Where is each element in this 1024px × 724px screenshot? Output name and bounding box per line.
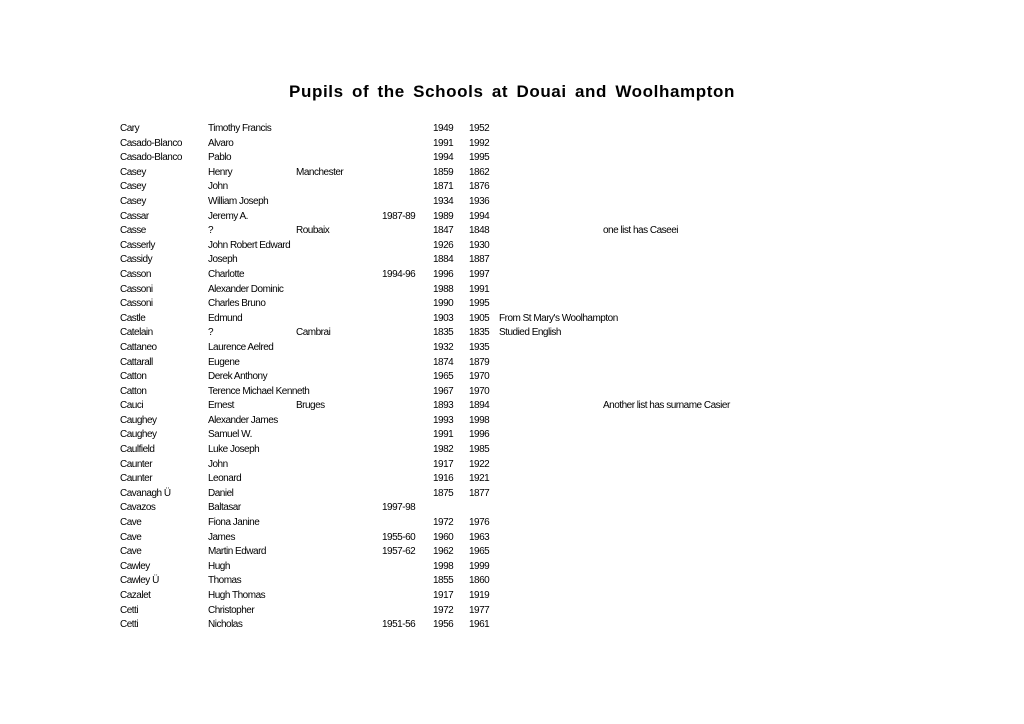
surname-cell: Caulfield xyxy=(120,444,155,456)
table-row xyxy=(0,356,1024,371)
leave-cell: 1879 xyxy=(469,356,490,368)
forenames-cell: Christopher xyxy=(208,604,255,616)
forenames-cell: Henry xyxy=(208,166,233,178)
leave-cell: 1876 xyxy=(469,181,490,193)
entry-cell: 1991 xyxy=(433,429,454,441)
forenames-cell: Fiona Janine xyxy=(208,517,260,529)
leave-cell: 1998 xyxy=(469,414,490,426)
entry-cell: 1835 xyxy=(433,327,454,339)
prep-cell: 1951-56 xyxy=(382,619,416,631)
table-row xyxy=(0,443,1024,458)
forenames-cell: Baltasar xyxy=(208,502,241,514)
leave-cell: 1835 xyxy=(469,327,490,339)
entry-cell: 1993 xyxy=(433,414,454,426)
town-cell: Cambrai xyxy=(296,327,331,339)
entry-cell: 1917 xyxy=(433,458,454,470)
forenames-cell: John Robert Edward xyxy=(208,239,291,251)
leave-cell: 1894 xyxy=(469,400,490,412)
entry-cell: 1871 xyxy=(433,181,454,193)
forenames-cell: Laurence Aelred xyxy=(208,341,274,353)
leave-cell: 1999 xyxy=(469,560,490,572)
forenames-cell: Alexander James xyxy=(208,414,278,426)
surname-cell: Cavanagh Ü xyxy=(120,487,171,499)
forenames-cell: Samuel W. xyxy=(208,429,252,441)
surname-cell: Cetti xyxy=(120,604,139,616)
entry-cell: 1982 xyxy=(433,444,454,456)
leave-cell: 1860 xyxy=(469,575,490,587)
surname-cell: Cavazos xyxy=(120,502,156,514)
table-row xyxy=(0,428,1024,443)
surname-cell: Caunter xyxy=(120,458,153,470)
forenames-cell: Alvaro xyxy=(208,137,234,149)
surname-cell: Casey xyxy=(120,181,146,193)
forenames-cell: ? xyxy=(208,327,214,339)
town-cell: Bruges xyxy=(296,400,325,412)
entry-cell: 1917 xyxy=(433,590,454,601)
leave-cell: 1887 xyxy=(469,254,490,266)
forenames-cell: Edmund xyxy=(208,312,243,324)
surname-cell: Cave xyxy=(120,517,142,529)
surname-cell: Castle xyxy=(120,312,146,324)
prep-cell: 1994-96 xyxy=(382,268,416,280)
table-row xyxy=(0,122,1024,137)
entry-cell: 1847 xyxy=(433,225,454,237)
town-cell: Manchester xyxy=(296,166,344,178)
surname-cell: Cassar xyxy=(120,210,149,222)
leave-cell: 1952 xyxy=(469,123,490,134)
surname-cell: Cave xyxy=(120,546,142,558)
forenames-cell: Charles Bruno xyxy=(208,298,266,310)
leave-cell: 1996 xyxy=(469,429,490,441)
entry-cell: 1932 xyxy=(433,341,454,353)
entry-cell: 1994 xyxy=(433,152,454,164)
forenames-cell: ? xyxy=(208,225,214,237)
surname-cell: Cassidy xyxy=(120,254,153,266)
surname-cell: Caughey xyxy=(120,429,157,441)
leave-cell: 1976 xyxy=(469,517,490,529)
leave-cell: 1965 xyxy=(469,546,490,558)
leave-cell: 1848 xyxy=(469,225,490,237)
leave-cell: 1930 xyxy=(469,239,490,251)
table-row xyxy=(0,501,1024,516)
page-title: Pupils of the Schools at Douai and Woolhampton xyxy=(289,82,735,101)
table-row xyxy=(0,195,1024,210)
surname-cell: Caughey xyxy=(120,414,157,426)
entry-cell: 1874 xyxy=(433,356,454,368)
prep-cell: 1957-62 xyxy=(382,546,416,558)
leave-cell: 1919 xyxy=(469,590,490,601)
notes-cell: Studied English xyxy=(499,327,561,339)
leave-cell: 1994 xyxy=(469,210,490,222)
table-row xyxy=(0,297,1024,312)
entry-cell: 1855 xyxy=(433,575,454,587)
leave-cell: 1997 xyxy=(469,268,490,280)
leave-cell: 1877 xyxy=(469,487,490,499)
surname-cell: Catton xyxy=(120,385,147,397)
table-row xyxy=(0,341,1024,356)
entry-cell: 1989 xyxy=(433,210,454,222)
entry-cell: 1916 xyxy=(433,473,454,485)
table-row xyxy=(0,326,1024,341)
table-row xyxy=(0,180,1024,195)
leave-cell: 1970 xyxy=(469,371,490,383)
prep-cell: 1997-98 xyxy=(382,502,416,514)
surname-cell: Casado-Blanco xyxy=(120,137,182,149)
prep-cell: 1987-89 xyxy=(382,210,416,222)
table-row xyxy=(0,458,1024,473)
forenames-cell: Pablo xyxy=(208,152,232,164)
forenames-cell: Eugene xyxy=(208,356,240,368)
surname-cell: Catton xyxy=(120,371,147,383)
notes-cell: From St Mary's Woolhampton xyxy=(499,312,618,324)
town-cell: Roubaix xyxy=(296,225,330,237)
table-row xyxy=(0,210,1024,225)
entry-cell: 1893 xyxy=(433,400,454,412)
table-row xyxy=(0,589,1024,604)
surname-cell: Casey xyxy=(120,195,146,207)
entry-cell: 1949 xyxy=(433,123,454,134)
surname-cell: Catelain xyxy=(120,327,153,339)
table-row xyxy=(0,370,1024,385)
table-row xyxy=(0,618,1024,633)
forenames-cell: Ernest xyxy=(208,400,234,412)
surname-cell: Casey xyxy=(120,166,146,178)
entry-cell: 1956 xyxy=(433,619,454,631)
entry-cell: 1972 xyxy=(433,517,454,529)
table-row xyxy=(0,224,1024,239)
entry-cell: 1934 xyxy=(433,195,454,207)
prep-cell: 1955-60 xyxy=(382,531,416,543)
pupil-list xyxy=(0,122,1024,633)
leave-cell: 1992 xyxy=(469,137,490,149)
entry-cell: 1926 xyxy=(433,239,454,251)
surname-cell: Cauci xyxy=(120,400,144,412)
table-row xyxy=(0,283,1024,298)
surname-cell: Caunter xyxy=(120,473,153,485)
leave-cell: 1995 xyxy=(469,298,490,310)
forenames-cell: Luke Joseph xyxy=(208,444,260,456)
leave-cell: 1977 xyxy=(469,604,490,616)
entry-cell: 1991 xyxy=(433,137,454,149)
leave-cell: 1970 xyxy=(469,385,490,397)
entry-cell: 1884 xyxy=(433,254,454,266)
entry-cell: 1965 xyxy=(433,371,454,383)
table-row xyxy=(0,545,1024,560)
forenames-cell: Charlotte xyxy=(208,268,245,280)
surname-cell: Casse xyxy=(120,225,146,237)
table-row xyxy=(0,531,1024,546)
leave-cell: 1936 xyxy=(469,195,490,207)
table-row xyxy=(0,414,1024,429)
forenames-cell: Nicholas xyxy=(208,619,243,631)
table-row xyxy=(0,151,1024,166)
surname-cell: Casserly xyxy=(120,239,155,251)
surname-cell: Casado-Blanco xyxy=(120,152,182,164)
leave-cell: 1961 xyxy=(469,619,490,631)
leave-cell: 1905 xyxy=(469,312,490,324)
forenames-cell: Timothy Francis xyxy=(208,123,272,134)
forenames-cell: Terence Michael Kenneth xyxy=(208,385,310,397)
surname-cell: Cassoni xyxy=(120,298,153,310)
forenames-cell: Derek Anthony xyxy=(208,371,268,383)
leave-cell: 1991 xyxy=(469,283,490,295)
forenames-cell: William Joseph xyxy=(208,195,269,207)
surname-cell: Cave xyxy=(120,531,142,543)
surname-cell: Cary xyxy=(120,123,140,134)
table-row xyxy=(0,137,1024,152)
table-row xyxy=(0,239,1024,254)
table-row xyxy=(0,268,1024,283)
table-row xyxy=(0,166,1024,181)
leave-cell: 1963 xyxy=(469,531,490,543)
surname-cell: Cattaneo xyxy=(120,341,157,353)
leave-cell: 1921 xyxy=(469,473,490,485)
surname-cell: Cawley xyxy=(120,560,150,572)
entry-cell: 1990 xyxy=(433,298,454,310)
table-row xyxy=(0,516,1024,531)
entry-cell: 1988 xyxy=(433,283,454,295)
leave-cell: 1995 xyxy=(469,152,490,164)
forenames-cell: John xyxy=(208,181,228,193)
surname-cell: Cetti xyxy=(120,619,139,631)
forenames-cell: Martin Edward xyxy=(208,546,266,558)
forenames-cell: Alexander Dominic xyxy=(208,283,284,295)
entry-cell: 1996 xyxy=(433,268,454,280)
forenames-cell: Jeremy A. xyxy=(208,210,248,222)
entry-cell: 1972 xyxy=(433,604,454,616)
forenames-cell: Thomas xyxy=(208,575,242,587)
entry-cell: 1998 xyxy=(433,560,454,572)
surname-cell: Cassoni xyxy=(120,283,153,295)
table-row xyxy=(0,604,1024,619)
surname-cell: Cazalet xyxy=(120,590,151,601)
forenames-cell: Joseph xyxy=(208,254,238,266)
surname-cell: Casson xyxy=(120,268,151,280)
remarks-cell: one list has Caseei xyxy=(603,225,678,237)
leave-cell: 1862 xyxy=(469,166,490,178)
entry-cell: 1960 xyxy=(433,531,454,543)
table-row xyxy=(0,253,1024,268)
table-row xyxy=(0,574,1024,589)
entry-cell: 1967 xyxy=(433,385,454,397)
leave-cell: 1935 xyxy=(469,341,490,353)
forenames-cell: Hugh xyxy=(208,560,230,572)
forenames-cell: Leonard xyxy=(208,473,242,485)
surname-cell: Cattarall xyxy=(120,356,153,368)
forenames-cell: Hugh Thomas xyxy=(208,590,266,601)
forenames-cell: James xyxy=(208,531,235,543)
entry-cell: 1859 xyxy=(433,166,454,178)
forenames-cell: Daniel xyxy=(208,487,234,499)
table-row xyxy=(0,312,1024,327)
table-row xyxy=(0,472,1024,487)
remarks-cell: Another list has surname Casier xyxy=(603,400,730,412)
entry-cell: 1962 xyxy=(433,546,454,558)
surname-cell: Cawley Ü xyxy=(120,575,159,587)
entry-cell: 1903 xyxy=(433,312,454,324)
leave-cell: 1985 xyxy=(469,444,490,456)
table-row xyxy=(0,487,1024,502)
entry-cell: 1875 xyxy=(433,487,454,499)
forenames-cell: John xyxy=(208,458,228,470)
table-row xyxy=(0,560,1024,575)
table-row xyxy=(0,385,1024,400)
leave-cell: 1922 xyxy=(469,458,490,470)
table-row xyxy=(0,399,1024,414)
